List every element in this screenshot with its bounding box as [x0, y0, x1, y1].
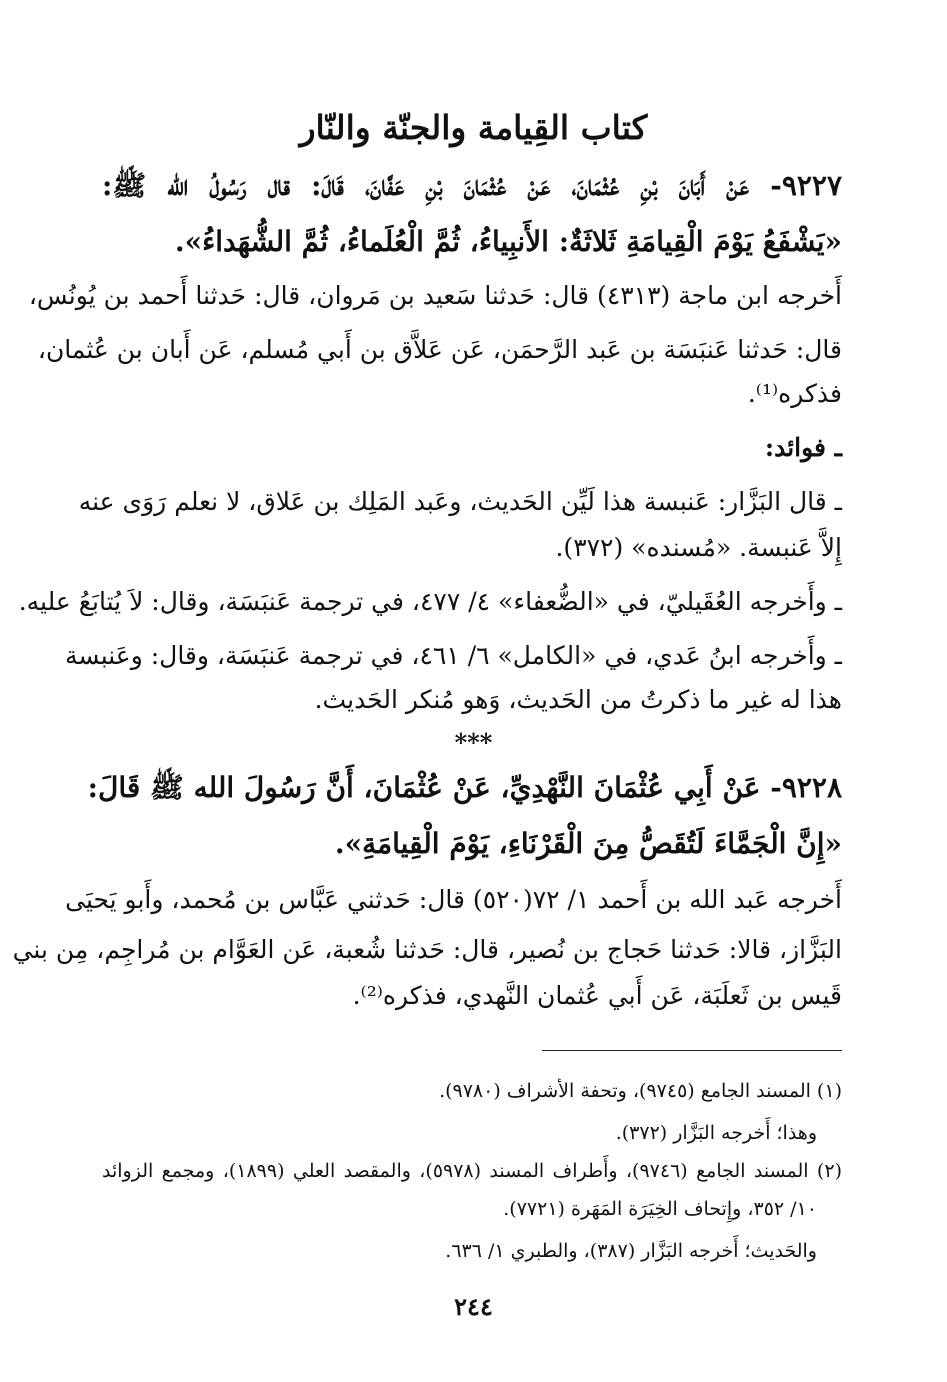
takhrij-9227-line-3: فذكره⁽¹⁾. — [747, 379, 842, 408]
footnote-1-continuation: وهذا؛ أَخرجه البَزَّار (٣٧٢). — [615, 1122, 817, 1144]
footnote-2: (٢) المسند الجامع (٩٧٤٦)، وأَطراف المسند (٥٩٧٨)، والمقصد العلي (١٨٩٩)، ومجمع الزوائد — [102, 1160, 842, 1182]
takhrij-9228-line-3: قَيس بن ثَعلَبَة، عَن أَبي عُثمان النَّهدي، فذكره⁽²⁾. — [352, 981, 842, 1010]
takhrij-9227-line-1: أَخرجه ابن ماجة (٤٣١٣) قال: حَدثنا سَعيد بن مَروان، قال: حَدثنا أَحمد بن يُونُس، — [28, 281, 842, 310]
fawaid-line-2: إِلاَّ عَنبسة. «مُسنده» (٣٧٢). — [555, 533, 842, 562]
page-number: ٢٤٤ — [454, 1292, 493, 1321]
takhrij-9227-line-2: قال: حَدثنا عَنبَسَة بن عَبد الرَّحمَن، عَن عَلاَّق بن أَبي مُسلم، عَن أَبان بن عُثمان، — [37, 335, 842, 364]
fawaid-line-3: ـ وأَخرجه العُقَيليّ، في «الضُّعفاء» ٤/ ٤٧٧، في ترجمة عَنبَسَة، وقال: لاَ يُتابَعُ عليه. — [18, 587, 842, 616]
takhrij-9228-line-1: أَخرجه عَبد الله بن أَحمد ١/ ٧٢(٥٢٠) قال: حَدثني عَبَّاس بن مُحمد، وأَبو يَحيَى — [65, 885, 842, 914]
hadith-9227-line-1: ٩٢٢٧- عَنْ أَبَانَ بْنِ عُثْمَانَ، عَنْ عُثْمَانَ بْنِ عَفَّانَ، قَالَ: قال رَسُولُ الله ﷺ: — [102, 169, 842, 202]
hadith-9228-line-1: ٩٢٢٨- عَنْ أَبِي عُثْمَانَ النَّهْدِيِّ، عَنْ عُثْمَانَ، أَنَّ رَسُولَ الله ﷺ قَالَ: — [87, 771, 842, 804]
chapter-title: كتاب القِيامة والجنّة والنّار — [299, 108, 648, 147]
takhrij-9228-line-2: البَزَّاز، قالا: حَدثنا حَجاج بن نُصير، قال: حَدثنا شُعبة، عَن العَوَّام بن مُراجِم، مِن بني — [12, 935, 842, 964]
fawaid-line-5: هذا له غير ما ذكرتُ من الحَديث، وَهو مُنكر الحَديث. — [314, 685, 842, 714]
hadith-9228-line-2: «إِنَّ الْجَمَّاءَ لَتُقَصُّ مِنَ الْقَرْنَاءِ، يَوْمَ الْقِيامَةِ». — [334, 827, 842, 860]
fawaid-line-1: ـ قال البَزَّار: عَنبسة هذا لَيِّن الحَديث، وعَبد المَلِك بن عَلاق، لا نعلم رَوَى عنه — [78, 487, 842, 516]
footnote-2-line-2: ١٠/ ٣٥٢، وإِتحاف الخِيَرَة المَهَرة (٧٧٢١). — [503, 1198, 817, 1220]
footnote-separator — [542, 1050, 842, 1051]
footnote-2-line-3: والحَديث؛ أَخرجه البَزَّار (٣٨٧)، والطبري ١/ ٦٣٦. — [445, 1240, 817, 1262]
fawaid-heading: ـ فوائد: — [764, 433, 842, 462]
footnote-1: (١) المسند الجامع (٩٧٤٥)، وتحفة الأشراف (٩٧٨٠). — [439, 1080, 842, 1102]
hadith-9227-line-2: «يَشْفَعُ يَوْمَ الْقِيامَةِ ثَلاثَةٌ: الأَنبِياءُ، ثُمَّ الْعُلَماءُ، ثُمَّ الشُّهَداءُ». — [174, 225, 842, 258]
fawaid-line-4: ـ وأَخرجه ابنُ عَدي، في «الكامل» ٦/ ٤٦١، في ترجمة عَنبَسَة، وقال: وعَنبسة — [65, 641, 842, 670]
section-separator-stars: *** — [454, 728, 493, 757]
